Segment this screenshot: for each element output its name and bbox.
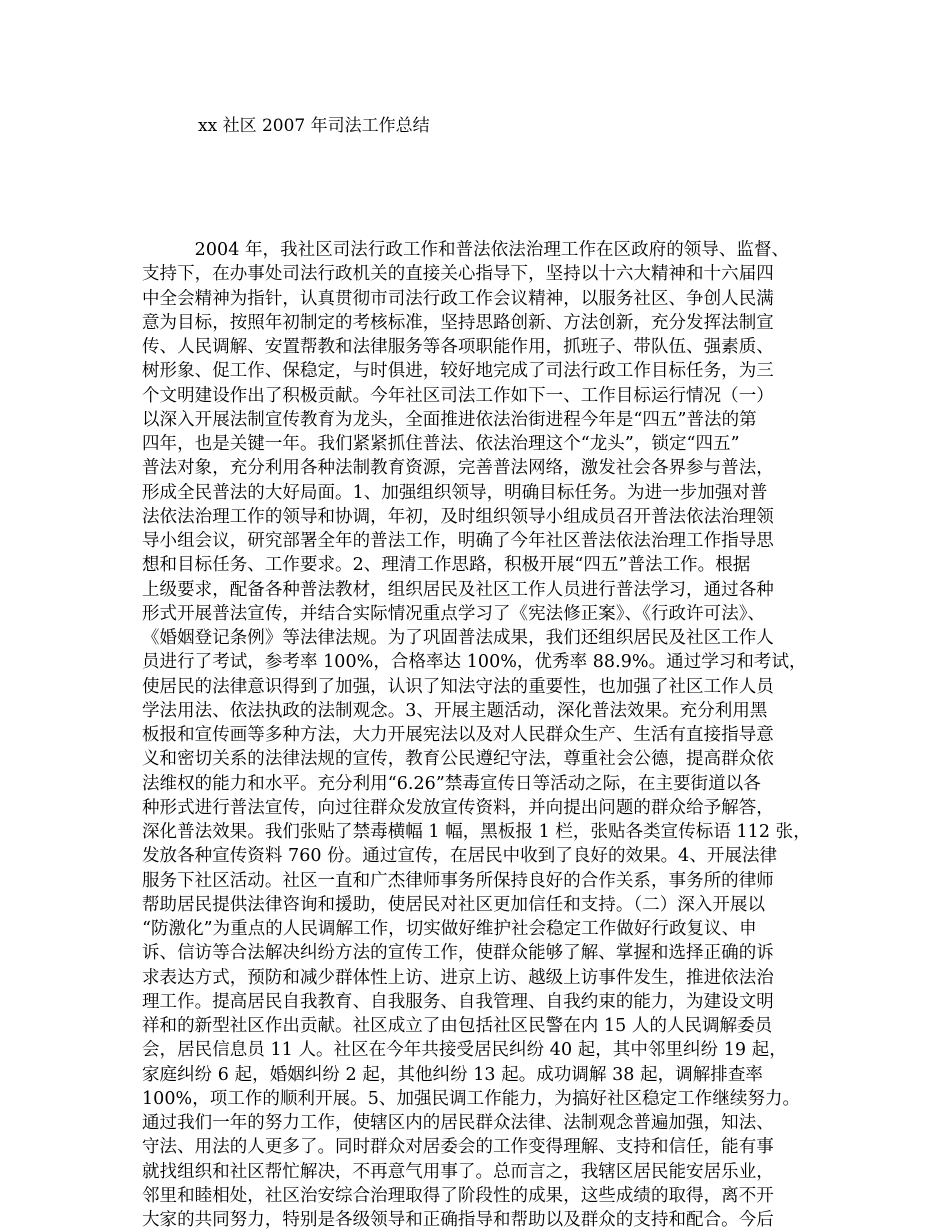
body-text-line: 员进行了考试，参考率 100%，合格率达 100%，优秀率 88.9%。通过学习和考试， xyxy=(142,652,807,673)
body-text-line: 意为目标，按照年初制定的考核标准，坚持思路创新、方法创新，充分发挥法制宣 xyxy=(142,312,774,333)
body-text-line: 上级要求，配备各种普法教材，组织居民及社区工作人员进行普法学习，通过各种 xyxy=(142,579,774,600)
body-text-line: 学法用法、依法执政的法制观念。3、开展主题活动，深化普法效果。充分利用黑 xyxy=(142,700,768,721)
body-text-line: 诉、信访等合法解决纠纷方法的宣传工作，使群众能够了解、掌握和选择正确的诉 xyxy=(142,943,774,964)
body-text-line: 家庭纠纷 6 起，婚姻纠纷 2 起，其他纠纷 13 起。成功调解 38 起，调解排查率 xyxy=(142,1064,763,1085)
body-text-line: 通过我们一年的努力工作，使辖区内的居民群众法律、法制观念普遍加强，知法、 xyxy=(142,1113,774,1133)
body-text-line: 传、人民调解、安置帮教和法律服务等各项职能作用，抓班子、带队伍、强素质、 xyxy=(142,337,774,357)
body-text-line: 普法对象，充分利用各种法制教育资源，完善普法网络，激发社会各界参与普法， xyxy=(142,458,774,479)
body-text-line: 邻里和睦相处，社区治安综合治理取得了阶段性的成果，这些成绩的取得，离不开 xyxy=(142,1185,774,1206)
body-text-line: 祥和的新型社区作出贡献。社区成立了由包括社区民警在内 15 人的人民调解委员 xyxy=(142,1016,773,1036)
body-text-line: 义和密切关系的法律法规的宣传，教育公民遵纪守法，尊重社会公德，提高群众依 xyxy=(142,749,774,770)
body-text-line: “防激化”为重点的人民调解工作，切实做好维护社会稳定工作做好行政复议、申 xyxy=(142,919,757,939)
body-text-line: 使居民的法律意识得到了加强，认识了知法守法的重要性，也加强了社区工作人员 xyxy=(142,676,774,697)
body-text-line: 中全会精神为指针，认真贯彻市司法行政工作会议精神，以服务社区、争创人民满 xyxy=(142,288,774,309)
body-text-line: 深化普法效果。我们张贴了禁毒横幅 1 幅，黑板报 1 栏，张贴各类宣传标语 112 张， xyxy=(142,822,811,842)
body-text-line: 种形式进行普法宣传，向过往群众发放宣传资料，并向提出问题的群众给予解答， xyxy=(142,797,774,818)
body-text-line: 求表达方式，预防和减少群体性上访、进京上访、越级上访事件发生，推进依法治 xyxy=(142,967,774,988)
body-text-line: 理工作。提高居民自我教育、自我服务、自我管理、自我约束的能力，为建设文明 xyxy=(142,991,774,1012)
body-text-line: 形成全民普法的大好局面。1、加强组织领导，明确目标任务。为进一步加强对普 xyxy=(142,482,768,503)
body-text-line: 守法、用法的人更多了。同时群众对居委会的工作变得理解、支持和信任，能有事 xyxy=(142,1137,774,1158)
body-text-line: 板报和宣传画等多种方法，大力开展宪法以及对人民群众生产、生活有直接指导意 xyxy=(142,725,774,745)
body-text-line: 四年，也是关键一年。我们紧紧抓住普法、依法治理这个“龙头”，锁定“四五” xyxy=(142,434,740,454)
body-text-line: 导小组会议，研究部署全年的普法工作，明确了今年社区普法依法治理工作指导思 xyxy=(142,531,774,551)
body-text-line: 法维权的能力和水平。充分利用“6.26”禁毒宣传日等活动之际，在主要街道以各 xyxy=(142,773,761,794)
body-text-line: 发放各种宣传资料 760 份。通过宣传，在居民中收到了良好的效果。4、开展法律 xyxy=(142,846,778,867)
body-text-line: 大家的共同努力，特别是各级领导和正确指导和帮助以及群众的支持和配合。今后 xyxy=(142,1210,774,1230)
body-text-line: 帮助居民提供法律咨询和援助，使居民对社区更加信任和支持。（二）深入开展以 xyxy=(142,894,766,915)
body-text-line: 树形象、促工作、保稳定，与时俱进，较好地完成了司法行政工作目标任务，为三 xyxy=(142,361,774,382)
body-text-line: 100%，项工作的顺利开展。5、加强民调工作能力，为搞好社区稳定工作继续努力。 xyxy=(142,1088,801,1109)
body-text-line: 支持下，在办事处司法行政机关的直接关心指导下，坚持以十六大精神和十六届四 xyxy=(142,264,774,285)
body-text-line: 想和目标任务、工作要求。2、理清工作思路，积极开展“四五”普法工作。根据 xyxy=(142,555,751,576)
document-body xyxy=(142,238,822,1232)
body-text-line: 就找组织和社区帮忙解决，不再意气用事了。总而言之，我辖区居民能安居乐业， xyxy=(142,1161,774,1182)
body-text-line: 《婚姻登记条例》等法律法规。为了巩固普法成果，我们还组织居民及社区工作人 xyxy=(142,628,774,648)
body-text-line: 个文明建设作出了积极贡献。今年社区司法工作如下一、工作目标运行情况（一） xyxy=(142,385,774,406)
document-title: xx 社区 2007 年司法工作总结 xyxy=(198,116,430,136)
body-text-line: 服务下社区活动。社区一直和广杰律师事务所保持良好的合作关系，事务所的律师 xyxy=(142,870,774,891)
body-text-line: 以深入开展法制宣传教育为龙头，全面推进依法治街进程今年是“四五”普法的第 xyxy=(142,409,757,430)
body-text-line: 法依法治理工作的领导和协调，年初，及时组织领导小组成员召开普法依法治理领 xyxy=(142,506,774,527)
body-text-line: 形式开展普法宣传，并结合实际情况重点学习了《宪法修正案》、《行政许可法》、 xyxy=(142,603,766,624)
body-text-line: 会，居民信息员 11 人。社区在今年共接受居民纠纷 40 起，其中邻里纠纷 19 起， xyxy=(142,1040,787,1061)
body-text-line: 2004 年，我社区司法行政工作和普法依法治理工作在区政府的领导、监督、 xyxy=(142,240,790,260)
